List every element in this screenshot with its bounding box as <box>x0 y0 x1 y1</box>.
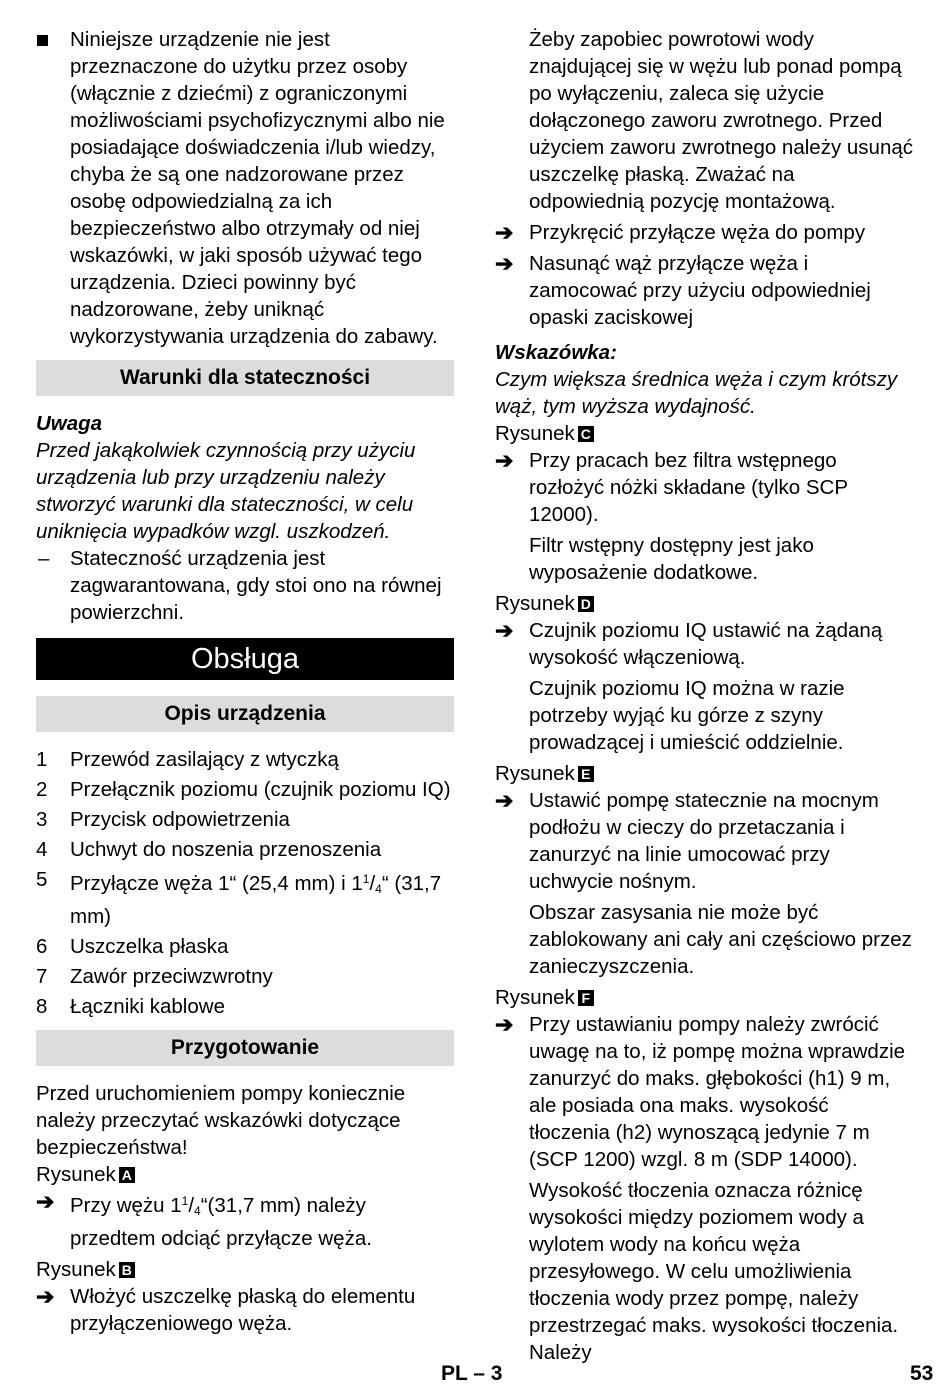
parts-list-item <box>36 746 454 773</box>
preparation-heading: Przygotowanie <box>36 1030 454 1066</box>
figure-a-step: ➔ Przy wężu $1^1/_4“(31,7$ mm) należy przedtem odciąć przyłącze węża. <box>36 1189 372 1250</box>
parts-list-item: 5 Przyłącze węża 1“ (25,4 mm) i $1^1/_4“$ (31,7 mm) <box>36 868 442 928</box>
part-text: Uszczelka płaska <box>70 935 229 958</box>
parts-list-item <box>36 806 454 833</box>
left-column <box>36 26 454 1337</box>
square-bullet-icon <box>36 26 66 53</box>
figure-d-badge: D <box>578 596 594 612</box>
part-text-b: “ (31,7 mm) <box>70 872 442 928</box>
step-text: Przykręcić przyłącze węża do pompy <box>529 221 866 244</box>
parts-list-item <box>36 836 454 863</box>
hose-step <box>495 250 915 331</box>
part-number: 1 <box>36 748 48 771</box>
warning-text: Niniejsze urządzenie nie jest przeznaczone do użytku przez osoby (włącznie z dziećmi) z ograniczonymi możliwościami psychofizycznymi albo nie posiadające doświadczenia i/lub wiedzy, chyba że są one nadzorowane przez osobę odpowiedzialną za ich bezpieczeństwo albo otrzymały od niej wskazówki, w jaki sposób używać tego urządzenia. Dzieci powinny być nadzorowane, żeby uniknąć wykorzystywania urządzenia do zabawy. <box>70 28 445 348</box>
figure-d-extra: Czujnik poziomu IQ można w razie potrzeby wyjąć ku górze z szyny prowadzącej i umieścić oddzielnie. <box>529 677 845 754</box>
step-text-a: Przy wężu 1 <box>70 1194 182 1217</box>
figure-c-step <box>495 447 915 528</box>
figure-word: Rysunek <box>36 1258 116 1281</box>
figure-e-badge: E <box>578 766 594 782</box>
stability-text: Stateczność urządzenia jest zagwarantowana, gdy stoi ono na równej powierzchni. <box>70 547 442 624</box>
fraction-numerator: 1 <box>362 872 370 886</box>
figure-c-badge: C <box>578 426 594 442</box>
step-text-b: “(31,7 mm) należy przedtem odciąć przyłącze węża. <box>70 1194 372 1250</box>
uwaga-text: Przed jakąkolwiek czynnością przy użyciu urządzenia lub przy urządzeniu należy stworzyć warunki dla stateczności, w celu uniknięcia wypadków wzgl. uszkodzeń. <box>36 439 416 543</box>
arrow-right-icon: ➔ <box>495 448 514 473</box>
step-text: Ustawić pompę statecznie na mocnym podłożu w cieczy do przetaczania i zanurzyć na linie umocować przy uchwycie nośnym. <box>529 789 879 893</box>
arrow-right-icon: ➔ <box>495 220 514 245</box>
continued-text: Żeby zapobiec powrotowi wody znajdującej się w wężu lub ponad pompą po wyłączeniu, zaleca się użycie dołączonego zaworu zwrotnego. Przed użyciem zaworu zwrotnego należy usunąć uszczelkę płaską. Zważać na odpowiednią pozycję montażową. <box>529 28 913 213</box>
fraction-denominator: 4 <box>375 882 382 896</box>
figure-word: Rysunek <box>495 592 575 615</box>
fraction-denominator: 4 <box>194 1204 201 1218</box>
figure-f-step <box>495 1011 915 1173</box>
part-number: 7 <box>36 965 48 988</box>
screw-step <box>495 219 915 246</box>
section-heading-obsluga: Obsługa <box>36 638 454 680</box>
part-text: Łączniki kablowe <box>70 995 225 1018</box>
figure-e-label <box>495 760 915 787</box>
figure-e-extra: Obszar zasysania nie może być zablokowany ani cały ani częściowo przez zanieczyszczenia. <box>529 901 912 978</box>
part-text: Przewód zasilający z wtyczką <box>70 748 339 771</box>
figure-f-label <box>495 984 915 1011</box>
figure-f-badge: F <box>578 990 594 1006</box>
part-text: Przełącznik poziomu (czujnik poziomu IQ) <box>70 778 451 801</box>
right-column <box>495 26 915 1366</box>
arrow-right-icon: ➔ <box>36 1284 55 1309</box>
part-text: Przycisk odpowietrzenia <box>70 808 290 831</box>
arrow-right-icon: ➔ <box>495 251 514 276</box>
step-text: Nasunąć wąż przyłącze węża i zamocować przy użyciu odpowiedniej opaski zaciskowej <box>529 252 871 329</box>
figure-f-extra: Wysokość tłoczenia oznacza różnicę wysokości między poziomem wody a wylotem wody na końcu węża przesyłowego. W celu umożliwienia tłoczenia wody przez pompę, należy przestrzegać maks. wysokości tłoczenia. Należy <box>529 1179 899 1364</box>
parts-list-item <box>36 963 454 990</box>
part-text: Uchwyt do noszenia przenoszenia <box>70 838 382 861</box>
uwaga-title: Uwaga <box>36 412 103 435</box>
figure-d-step <box>495 617 915 671</box>
parts-list-item <box>36 776 454 803</box>
part-number: 4 <box>36 838 48 861</box>
step-text: Przy pracach bez filtra wstępnego rozłożyć nóżki składane (tylko SCP 12000). <box>529 449 848 526</box>
parts-list-item <box>36 993 454 1020</box>
fraction-numerator: 1 <box>181 1194 189 1208</box>
figure-word: Rysunek <box>495 422 575 445</box>
note-title: Wskazówka: <box>495 341 617 364</box>
stability-list-item <box>36 545 454 626</box>
arrow-right-icon: ➔ <box>36 1189 55 1214</box>
part-number: 5 <box>36 868 48 891</box>
note-text: Czym większa średnica węża i czym krótszy wąż, tym wyższa wydajność. <box>495 368 898 418</box>
arrow-right-icon: ➔ <box>495 618 514 643</box>
warning-list-item <box>36 26 454 350</box>
figure-word: Rysunek <box>495 986 575 1009</box>
part-number: 8 <box>36 995 48 1018</box>
step-text: Włożyć uszczelkę płaską do elementu przyłączeniowego węża. <box>70 1285 416 1335</box>
dash-marker: – <box>38 547 50 570</box>
part-number: 6 <box>36 935 48 958</box>
part-number: 2 <box>36 778 48 801</box>
language-page-label: PL – 3 <box>441 1362 503 1385</box>
stability-heading: Warunki dla stateczności <box>36 360 454 396</box>
step-text: Przy ustawianiu pompy należy zwrócić uwagę na to, iż pompę można wprawdzie zanurzyć do maks. głębokości (h1) 9 m, ale posiada ona maks. wysokość tłoczenia (h2) wynoszącą jedynie 7 m (SCP 1200) wzgl. 8 m (SDP 14000). <box>529 1013 906 1171</box>
parts-list <box>36 746 454 1020</box>
description-heading: Opis urządzenia <box>36 696 454 732</box>
figure-c-label <box>495 420 915 447</box>
page-number: 53 <box>910 1362 934 1385</box>
figure-b-badge: B <box>119 1262 135 1278</box>
figure-word: Rysunek <box>495 762 575 785</box>
arrow-right-icon: ➔ <box>495 788 514 813</box>
figure-d-label <box>495 590 915 617</box>
figure-word: Rysunek <box>36 1163 116 1186</box>
figure-e-step <box>495 787 915 895</box>
figure-a-label <box>36 1161 454 1188</box>
figure-a-badge: A <box>119 1167 135 1183</box>
part-text: Zawór przeciwzwrotny <box>70 965 273 988</box>
step-text: Czujnik poziomu IQ ustawić na żądaną wysokość włączeniową. <box>529 619 883 669</box>
page-footer <box>0 1360 950 1385</box>
figure-c-extra: Filtr wstępny dostępny jest jako wyposażenie dodatkowe. <box>529 534 814 584</box>
preparation-intro: Przed uruchomieniem pompy koniecznie należy przeczytać wskazówki dotyczące bezpieczeństwa! <box>36 1082 406 1159</box>
part-text-a: Przyłącze węża 1“ (25,4 mm) i 1 <box>70 872 363 895</box>
parts-list-item <box>36 933 454 960</box>
part-number: 3 <box>36 808 48 831</box>
arrow-right-icon: ➔ <box>495 1012 514 1037</box>
figure-b-label <box>36 1256 454 1283</box>
figure-b-step <box>36 1283 454 1337</box>
